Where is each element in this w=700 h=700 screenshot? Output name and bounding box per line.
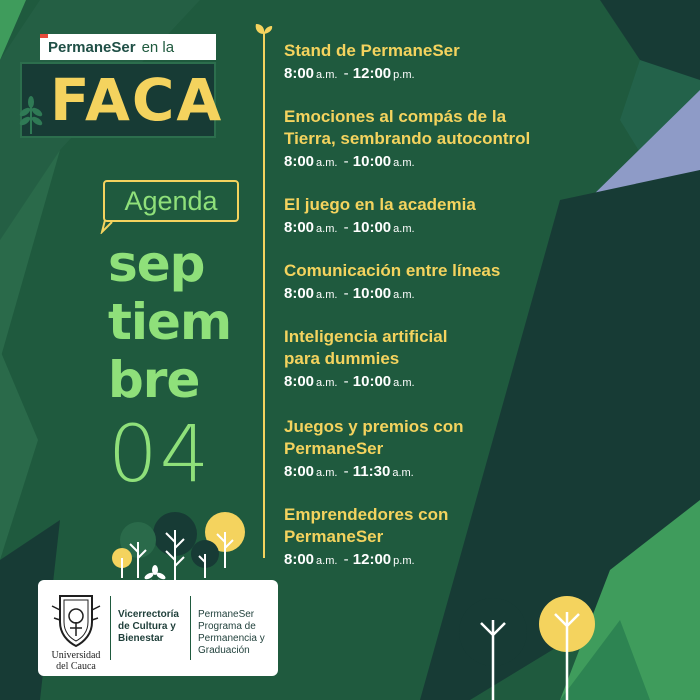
event-title: Emociones al compás de la Tierra, sembrando autocontrol: [284, 107, 531, 148]
time-separator: -: [339, 551, 353, 568]
program-line: PermaneSer: [198, 609, 255, 620]
event-time: [284, 151, 694, 174]
event-start-time: 8:00: [284, 153, 315, 170]
event-title: Stand de PermaneSer: [284, 41, 460, 60]
event-item: [284, 106, 694, 174]
month-line-3: bre: [108, 351, 200, 409]
event-title: El juego en la academia: [284, 195, 476, 214]
event-title: Inteligencia artificial para dummies: [284, 327, 448, 368]
event-start-time: 8:00: [284, 551, 315, 568]
event-item: [284, 326, 694, 394]
event-start-suffix: a.m.: [316, 467, 338, 479]
event-time: [284, 371, 694, 394]
leaf-icon: [252, 22, 276, 46]
vice-rectory-line: Vicerrectoría: [118, 609, 179, 620]
speech-tail-icon: [100, 218, 116, 234]
event-end-time: 10:00: [352, 219, 392, 236]
time-separator: -: [339, 219, 353, 236]
event-start-suffix: a.m.: [316, 69, 338, 81]
brand-name: PermaneSer: [48, 38, 136, 56]
header-tag: [40, 34, 216, 60]
event-title: Juegos y premios con PermaneSer: [284, 417, 464, 458]
event-start-time: 8:00: [284, 285, 315, 302]
program-name: [198, 609, 265, 657]
event-item: [284, 416, 694, 484]
event-start-time: 8:00: [284, 373, 315, 390]
sprout-icon: [16, 96, 46, 136]
event-item: [284, 194, 694, 240]
divider: [190, 596, 191, 660]
event-time: [284, 63, 694, 86]
event-start-suffix: a.m.: [316, 555, 338, 567]
tag-accent: [40, 34, 48, 38]
event-end-time: 11:30: [352, 463, 391, 480]
event-start-suffix: a.m.: [316, 157, 338, 169]
vice-rectory-line: de Cultura y: [118, 621, 176, 632]
faculty-title: FACA: [50, 66, 224, 134]
event-start-time: 8:00: [284, 219, 315, 236]
event-title: Comunicación entre líneas: [284, 261, 501, 280]
event-time: [284, 283, 694, 306]
event-end-suffix: p.m.: [393, 69, 415, 81]
event-title: Emprendedores con PermaneSer: [284, 505, 449, 546]
event-end-suffix: a.m.: [393, 289, 415, 301]
event-end-suffix: a.m.: [392, 467, 414, 479]
event-time: [284, 549, 694, 572]
time-separator: -: [339, 463, 353, 480]
tree-icon: [455, 590, 595, 700]
divider: [110, 596, 111, 660]
event-end-time: 12:00: [352, 65, 392, 82]
day-number: 04: [108, 410, 212, 500]
time-separator: -: [339, 373, 353, 390]
event-item: [284, 260, 694, 306]
university-name: Universidad del Cauca: [51, 650, 101, 672]
vice-rectory-line: Bienestar: [118, 633, 164, 644]
program-line: Programa de: [198, 621, 256, 632]
time-separator: -: [339, 285, 353, 302]
time-separator: -: [339, 153, 353, 170]
program-line: Graduación: [198, 645, 250, 656]
program-line: Permanencia y: [198, 633, 265, 644]
event-start-suffix: a.m.: [316, 289, 338, 301]
month-line-1: sep: [108, 235, 205, 293]
time-separator: -: [339, 65, 353, 82]
event-start-suffix: a.m.: [316, 223, 338, 235]
event-time: [284, 461, 694, 484]
event-end-time: 10:00: [352, 153, 392, 170]
event-time: [284, 217, 694, 240]
event-end-suffix: p.m.: [393, 555, 415, 567]
event-end-time: 12:00: [352, 551, 392, 568]
month-line-2: tiem: [108, 293, 232, 351]
event-item: [284, 40, 694, 86]
event-item: [284, 504, 694, 572]
event-end-suffix: a.m.: [393, 377, 415, 389]
header-connector: en la: [141, 38, 175, 56]
event-start-suffix: a.m.: [316, 377, 338, 389]
event-end-time: 10:00: [352, 285, 392, 302]
timeline-line: [263, 44, 265, 558]
agenda-label: Agenda: [103, 180, 239, 222]
event-start-time: 8:00: [284, 65, 315, 82]
event-end-suffix: a.m.: [393, 157, 415, 169]
vice-rectory-name: [118, 609, 179, 645]
university-shield-icon: [50, 592, 102, 648]
event-start-time: 8:00: [284, 463, 315, 480]
event-end-suffix: a.m.: [393, 223, 415, 235]
event-end-time: 10:00: [352, 373, 392, 390]
